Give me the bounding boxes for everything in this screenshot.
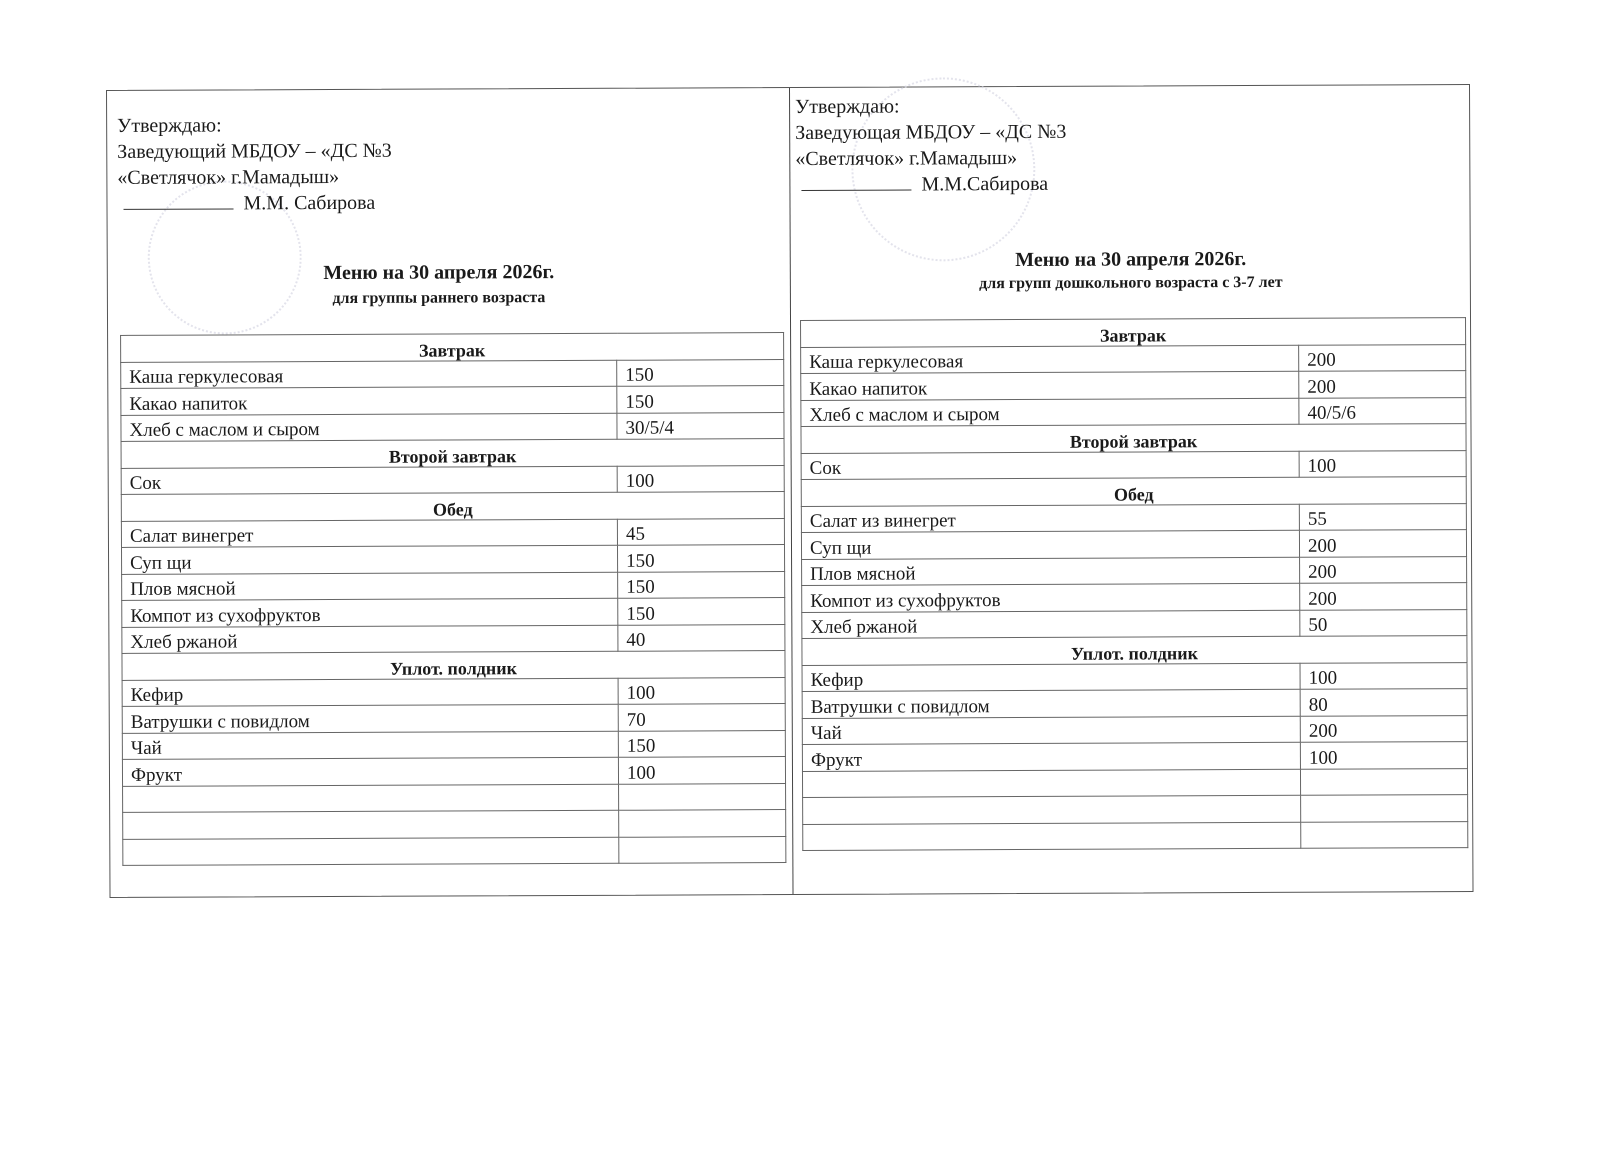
empty-cell: [803, 795, 1301, 824]
dish-name: Суп щи: [801, 530, 1299, 559]
empty-cell: [123, 784, 619, 813]
signature-line: [801, 189, 911, 190]
dish-name: Салат винегрет: [121, 519, 617, 548]
portion-value: 200: [1299, 371, 1466, 398]
signature-line: [124, 208, 234, 209]
menu-table: [800, 317, 1468, 851]
menu-title: Меню на 30 апреля 2026г.: [1015, 248, 1247, 272]
dish-name: Хлеб ржаной: [122, 625, 618, 654]
menu-title: Меню на 30 апреля 2026г.: [323, 261, 555, 285]
portion-value: 200: [1299, 344, 1466, 371]
approve-position: Заведующая МБДОУ – «ДС №3: [795, 120, 1067, 144]
menu-preschool: [791, 85, 1473, 894]
table-row: [121, 359, 784, 388]
section-header: Второй завтрак: [121, 439, 784, 468]
dish-name: Какао напиток: [801, 371, 1299, 400]
table-row: [802, 609, 1467, 638]
portion-value: 80: [1300, 689, 1467, 716]
portion-value: 200: [1299, 530, 1466, 557]
portion-value: 150: [618, 571, 785, 598]
table-row: [801, 397, 1466, 426]
section-header: Уплот. полдник: [802, 636, 1467, 665]
empty-cell: [1301, 821, 1468, 848]
table-row: [121, 545, 784, 574]
dish-name: Какао напиток: [121, 386, 617, 415]
dish-name: Кефир: [122, 678, 618, 707]
portion-value: 200: [1300, 583, 1467, 610]
dish-name: Салат из винегрет: [801, 504, 1299, 533]
approval-block: [117, 112, 392, 217]
table-row: [802, 689, 1467, 718]
table-row: [121, 412, 784, 441]
dish-name: Хлеб с маслом и сыром: [801, 398, 1299, 427]
portion-value: 150: [617, 359, 784, 386]
table-row: [801, 530, 1466, 559]
table-row: [802, 583, 1467, 612]
section-header: Завтрак: [121, 333, 784, 362]
portion-value: 100: [618, 757, 785, 784]
empty-row: [123, 836, 786, 865]
dish-name: Фрукт: [802, 742, 1300, 771]
table-row: [801, 344, 1466, 373]
approval-block: [795, 93, 1067, 198]
table-row: [802, 742, 1467, 771]
table-row: [801, 371, 1466, 400]
portion-value: 55: [1299, 503, 1466, 530]
dish-name: Ватрушки с повидлом: [122, 704, 618, 733]
table-row: [122, 677, 785, 706]
table-row: [122, 598, 785, 627]
empty-cell: [619, 810, 786, 837]
empty-cell: [1301, 795, 1468, 822]
approve-position: Заведующий МБДОУ – «ДС №3: [117, 139, 392, 163]
approve-org: «Светлячок» г.Мамадыш»: [117, 165, 340, 189]
section-header: Обед: [801, 477, 1466, 506]
menu-table: [120, 332, 786, 866]
table-row: [122, 757, 785, 786]
dish-name: Чай: [122, 731, 618, 760]
approve-org: «Светлячок» г.Мамадыш»: [795, 147, 1018, 170]
table-row: [122, 624, 785, 653]
empty-row: [123, 810, 786, 839]
dish-name: Компот из сухофруктов: [802, 583, 1300, 612]
approve-label: Утверждаю:: [117, 114, 222, 137]
portion-value: 150: [617, 386, 784, 413]
portion-value: 100: [1300, 742, 1467, 769]
portion-value: 70: [618, 704, 785, 731]
portion-value: 100: [618, 677, 785, 704]
portion-value: 100: [1300, 662, 1467, 689]
section-row: [122, 651, 785, 680]
portion-value: 30/5/4: [617, 412, 784, 439]
portion-value: 200: [1300, 556, 1467, 583]
table-row: [801, 450, 1466, 479]
empty-cell: [802, 769, 1300, 798]
empty-cell: [619, 783, 786, 810]
dish-name: Сок: [801, 451, 1299, 480]
table-row: [802, 556, 1467, 585]
table-row: [121, 386, 784, 415]
portion-value: 50: [1300, 609, 1467, 636]
empty-cell: [619, 836, 786, 863]
portion-value: 100: [617, 465, 784, 492]
portion-value: 45: [617, 518, 784, 545]
section-row: [801, 477, 1466, 506]
section-row: [121, 333, 784, 362]
dish-name: Ватрушки с повидлом: [802, 689, 1300, 718]
empty-cell: [123, 810, 619, 839]
dish-name: Каша геркулесовая: [121, 360, 617, 389]
section-header: Завтрак: [801, 318, 1466, 347]
dish-name: Плов мясной: [802, 557, 1300, 586]
dish-name: Кефир: [802, 663, 1300, 692]
empty-row: [803, 821, 1468, 850]
dish-name: Плов мясной: [122, 572, 618, 601]
portion-value: 150: [618, 730, 785, 757]
menu-early-age: [107, 88, 793, 897]
table-row: [802, 715, 1467, 744]
portion-value: 40/5/6: [1299, 397, 1466, 424]
signer-name: М.М. Сабирова: [243, 191, 376, 215]
empty-row: [123, 783, 786, 812]
section-header: Обед: [121, 492, 784, 521]
dish-name: Суп щи: [121, 545, 617, 574]
document-frame: [106, 84, 1474, 898]
dish-name: Чай: [802, 716, 1300, 745]
dish-name: Сок: [121, 466, 617, 495]
table-row: [122, 730, 785, 759]
table-row: [122, 704, 785, 733]
dish-name: Фрукт: [122, 757, 618, 786]
portion-value: 100: [1299, 450, 1466, 477]
empty-row: [803, 795, 1468, 824]
dish-name: Хлеб ржаной: [802, 610, 1300, 639]
section-row: [802, 636, 1467, 665]
dish-name: Компот из сухофруктов: [122, 598, 618, 627]
signer-name: М.М.Сабирова: [921, 172, 1049, 196]
section-row: [801, 318, 1466, 347]
dish-name: Каша геркулесовая: [801, 345, 1299, 374]
table-row: [802, 662, 1467, 691]
empty-cell: [123, 837, 619, 866]
section-header: Второй завтрак: [801, 424, 1466, 453]
section-row: [121, 439, 784, 468]
empty-row: [802, 768, 1467, 797]
table-row: [121, 465, 784, 494]
portion-value: 150: [617, 545, 784, 572]
table-row: [122, 571, 785, 600]
approve-label: Утверждаю:: [795, 95, 900, 118]
table-row: [801, 503, 1466, 532]
portion-value: 200: [1300, 715, 1467, 742]
table-row: [121, 518, 784, 547]
empty-cell: [803, 822, 1301, 851]
empty-cell: [1300, 768, 1467, 795]
section-row: [801, 424, 1466, 453]
section-row: [121, 492, 784, 521]
section-header: Уплот. полдник: [122, 651, 785, 680]
dish-name: Хлеб с маслом и сыром: [121, 413, 617, 442]
portion-value: 150: [618, 598, 785, 625]
portion-value: 40: [618, 624, 785, 651]
menu-subtitle: для групп дошкольного возраста с 3-7 лет: [979, 273, 1283, 293]
menu-subtitle: для группы раннего возраста: [332, 289, 546, 308]
